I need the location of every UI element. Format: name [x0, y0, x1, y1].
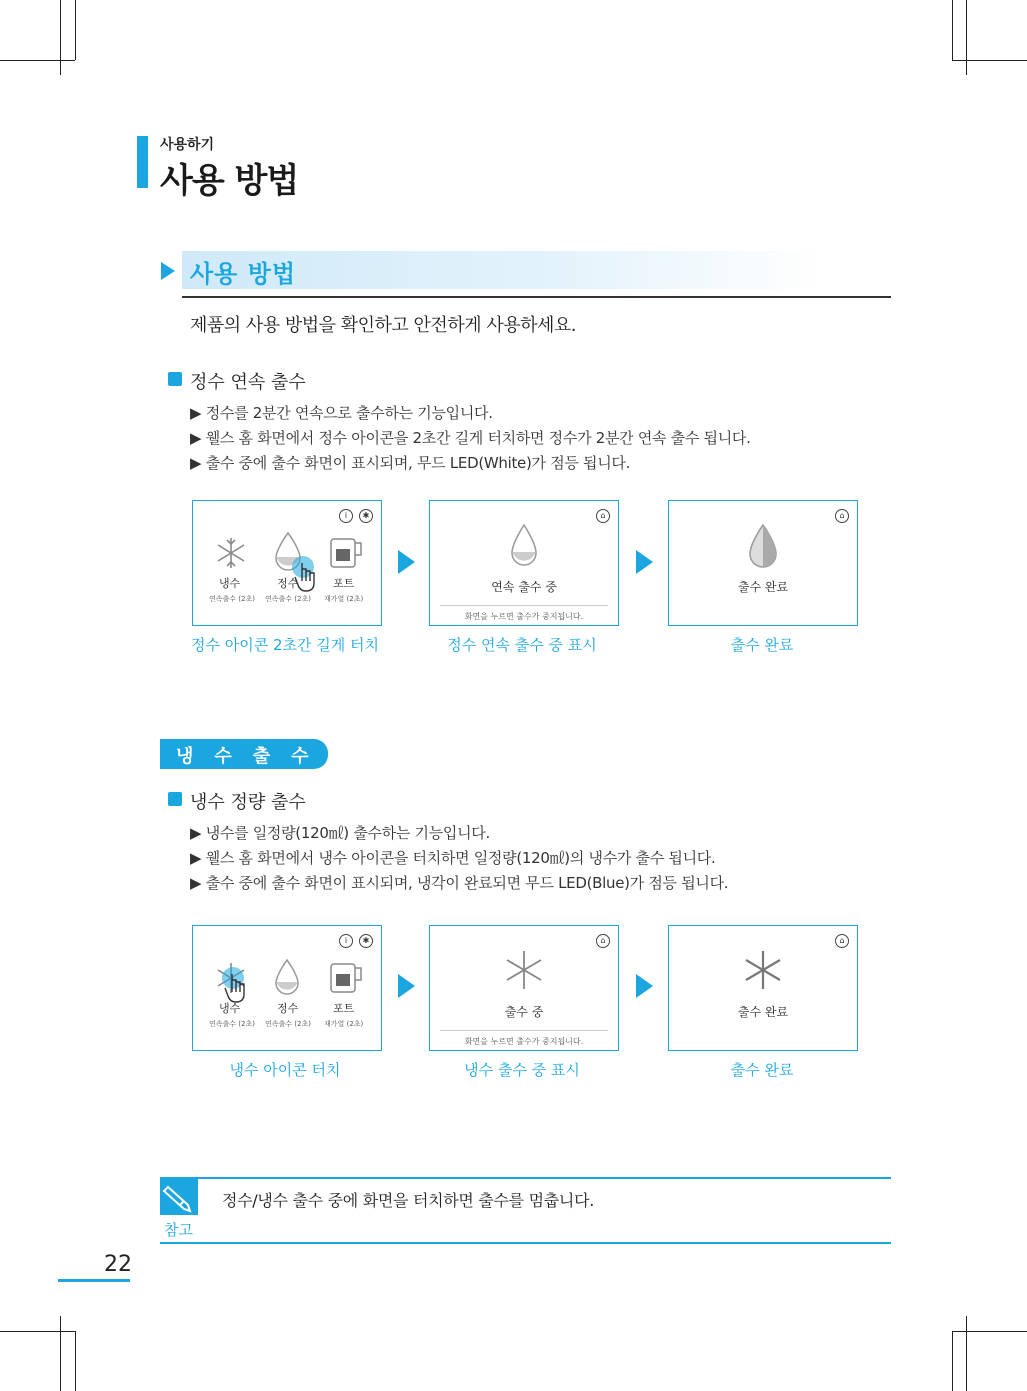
flow-arrow-icon: [398, 974, 415, 998]
bullet-line: ▶ 웰스 홈 화면에서 정수 아이콘을 2초간 길게 터치하면 정수가 2분간 연속 출수 됩니다.: [190, 429, 751, 447]
screen-panel-dispensing: [429, 500, 619, 626]
water-drop-icon: [273, 958, 301, 998]
square-bullet-icon: [168, 372, 182, 386]
snowflake-icon: [213, 535, 249, 571]
note-top-rule: [160, 1177, 891, 1179]
crop-mark: [0, 1331, 75, 1332]
crop-mark: [60, 1316, 61, 1391]
heading-rule: [182, 296, 891, 298]
panel-caption: 냉수 출수 중 표시: [464, 1061, 580, 1079]
flow-arrow-icon: [398, 550, 415, 574]
panel-caption: 정수 연속 출수 중 표시: [447, 636, 597, 654]
icon-label-purified: 정수: [277, 1002, 299, 1015]
subheading-cold: 냉수 정량 출수: [190, 792, 306, 813]
crop-mark: [952, 1331, 953, 1391]
crop-mark: [0, 60, 75, 61]
page-number: 22: [104, 1252, 132, 1277]
crop-mark: [75, 0, 76, 60]
section-heading: 사용 방법: [190, 260, 297, 288]
section-pill-label: 냉수출수: [176, 746, 330, 767]
screen-panel-done: [668, 500, 858, 626]
hint-text: 화면을 누르면 출수가 중지됩니다.: [464, 612, 584, 621]
bullet-line: ▶ 정수를 2분간 연속으로 출수하는 기능입니다.: [190, 404, 493, 422]
intro-text: 제품의 사용 방법을 확인하고 안전하게 사용하세요.: [190, 315, 576, 336]
icon-label-pot: 포트: [333, 1002, 355, 1015]
snowflake-icon: [502, 948, 546, 992]
panel-caption: 출수 완료: [730, 1061, 794, 1079]
water-drop-icon: [509, 523, 539, 569]
crop-mark: [966, 1316, 967, 1391]
home-icon: ⌂: [596, 934, 610, 948]
play-arrow-icon: [161, 262, 175, 280]
pencil-note-icon: [160, 1179, 198, 1215]
icon-sublabel: 연속출수 (2초): [209, 1020, 255, 1028]
snowflake-icon: [741, 948, 785, 992]
crop-mark: [952, 1331, 1027, 1332]
info-icon: i: [339, 934, 353, 948]
flow-arrow-icon: [636, 550, 653, 574]
bullet-line: ▶ 출수 중에 출수 화면이 표시되며, 무드 LED(White)가 점등 됩니다.: [190, 454, 631, 472]
gear-icon: ✱: [359, 509, 373, 523]
note-text: 정수/냉수 출수 중에 화면을 터치하면 출수를 멈춥니다.: [222, 1191, 595, 1210]
crop-mark: [952, 0, 953, 60]
kettle-icon: [327, 958, 365, 996]
home-icon: ⌂: [596, 509, 610, 523]
icon-sublabel: 연속출수 (2초): [265, 595, 311, 603]
screen-panel-home: [192, 925, 382, 1051]
icon-label-pot: 포트: [333, 577, 355, 590]
icon-sublabel: 재가열 (2초): [324, 595, 364, 603]
panel-caption: 냉수 아이콘 터치: [229, 1061, 341, 1079]
bullet-line: ▶ 냉수를 일정량(120㎖) 출수하는 기능입니다.: [190, 824, 490, 842]
icon-sublabel: 재가열 (2초): [324, 1020, 364, 1028]
bullet-line: ▶ 웰스 홈 화면에서 냉수 아이콘을 터치하면 일정량(120㎖)의 냉수가 출수 됩니다.: [190, 849, 716, 867]
flow-arrow-icon: [636, 974, 653, 998]
page-title: 사용 방법: [160, 161, 299, 201]
kettle-icon: [327, 533, 365, 571]
crop-mark: [952, 60, 1027, 61]
icon-label-cold: 냉수: [219, 1002, 241, 1015]
status-text: 출수 완료: [737, 580, 789, 594]
info-icon: i: [339, 509, 353, 523]
icon-label-purified: 정수: [277, 577, 299, 590]
crop-mark: [75, 1331, 76, 1391]
note-label: 참고: [164, 1221, 193, 1239]
screen-panel-done: [668, 925, 858, 1051]
home-icon: ⌂: [835, 934, 849, 948]
status-text: 연속 출수 중: [491, 580, 557, 594]
gear-icon: ✱: [359, 934, 373, 948]
section-label: 사용하기: [160, 137, 215, 153]
water-drop-icon: [747, 523, 779, 571]
status-text: 출수 중: [504, 1005, 544, 1019]
page-number-rule: [58, 1279, 130, 1282]
note-bottom-rule: [160, 1242, 891, 1244]
icon-sublabel: 연속출수 (2초): [265, 1020, 311, 1028]
crop-mark: [966, 0, 967, 75]
crop-mark: [60, 0, 61, 75]
screen-panel-home: [192, 500, 382, 626]
status-text: 출수 완료: [737, 1005, 789, 1019]
subheading-purified: 정수 연속 출수: [190, 372, 306, 393]
panel-caption: 정수 아이콘 2초간 길게 터치: [190, 636, 379, 654]
home-icon: ⌂: [835, 509, 849, 523]
hint-text: 화면을 누르면 출수가 중지됩니다.: [464, 1037, 584, 1046]
hint-divider: [440, 605, 608, 606]
icon-label-cold: 냉수: [219, 577, 241, 590]
hint-divider: [440, 1030, 608, 1031]
square-bullet-icon: [168, 792, 182, 806]
screen-panel-dispensing: [429, 925, 619, 1051]
panel-caption: 출수 완료: [730, 636, 794, 654]
title-accent-bar: [137, 136, 148, 188]
bullet-line: ▶ 출수 중에 출수 화면이 표시되며, 냉각이 완료되면 무드 LED(Blue)가 점등 됩니다.: [190, 874, 729, 892]
icon-sublabel: 연속출수 (2초): [209, 595, 255, 603]
